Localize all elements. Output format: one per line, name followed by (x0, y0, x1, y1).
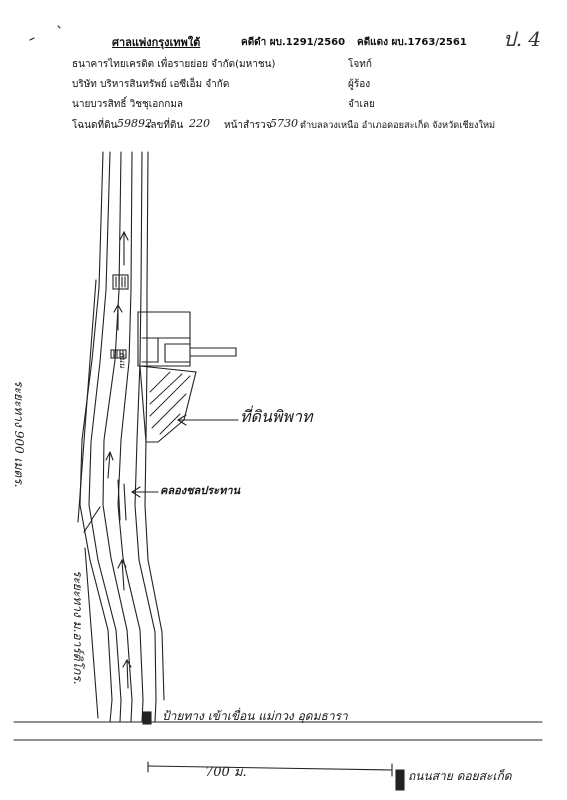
land-prefix: เลขที่ดิน (147, 120, 184, 131)
left-distance-label-top: ระยะทาง 900 เมตร. (12, 380, 26, 488)
access-road (190, 348, 236, 356)
distance-label: 700 ม. (205, 765, 247, 780)
arrow (118, 560, 126, 590)
survey-number: 5730 (270, 117, 298, 130)
page-mark: ป. 4 (503, 27, 542, 51)
property-boundary (140, 366, 196, 442)
deed-prefix: โฉนดที่ดิน (72, 120, 118, 131)
sign-marker (143, 712, 151, 724)
distance-line (148, 766, 392, 770)
dim-line-top (78, 280, 96, 522)
land-number: 220 (189, 117, 210, 130)
defendant-role: จำเลย (348, 99, 375, 110)
plaintiff-name: ธนาคารไทยเครดิต เพื่อรายย่อย จำกัด(มหาชน) (72, 59, 276, 70)
black-case-number: คดีดำ ผบ.1291/2560 (241, 37, 346, 48)
bottom-sign-label: ป้ายทาง เข้าเขื่อน แม่กวง อุดมธารา (162, 709, 348, 723)
road-edge-2 (89, 152, 121, 722)
property-pointer (178, 415, 238, 425)
survey-prefix: หน้าสำรวจ (224, 120, 272, 131)
red-case-number: คดีแดง ผบ.1763/2561 (357, 37, 467, 48)
deed-number: 59892 (117, 117, 152, 130)
bottom-road-label: ถนนสาย ดอยสะเก็ด (408, 769, 512, 783)
petitioner-name: บริษัท บริหารสินทรัพย์ เอซีเอ็ม จำกัด (72, 79, 230, 90)
arrow (106, 452, 113, 478)
stray-mark (30, 26, 60, 40)
court-name: ศาลแพ่งกรุงเทพใต้ (112, 36, 201, 49)
arrow (114, 305, 122, 330)
road-vertical-label: ถนน (118, 352, 127, 368)
location-text: ตำบลลวงเหนือ อำเภอดอยสะเก็ด จังหวัดเชียงใหม่ (300, 120, 496, 131)
left-distance-label-bottom: ระยะทาง ม.อาร์ติโกร. (71, 570, 85, 685)
property-label: ที่ดินพิพาท (240, 407, 313, 426)
defendant-name: นายบวรสิทธิ์ วิชชุเอกกมล (72, 99, 184, 110)
arrow (120, 232, 128, 265)
dim-line-bottom (85, 548, 98, 718)
petitioner-role: ผู้ร้อง (348, 79, 371, 90)
plaintiff-role: โจทก์ (348, 59, 372, 70)
canal-label: คลองชลประทาน (160, 484, 241, 497)
building-outline (138, 312, 190, 366)
road-marker (396, 770, 404, 790)
bridge-marker-1 (113, 275, 128, 289)
